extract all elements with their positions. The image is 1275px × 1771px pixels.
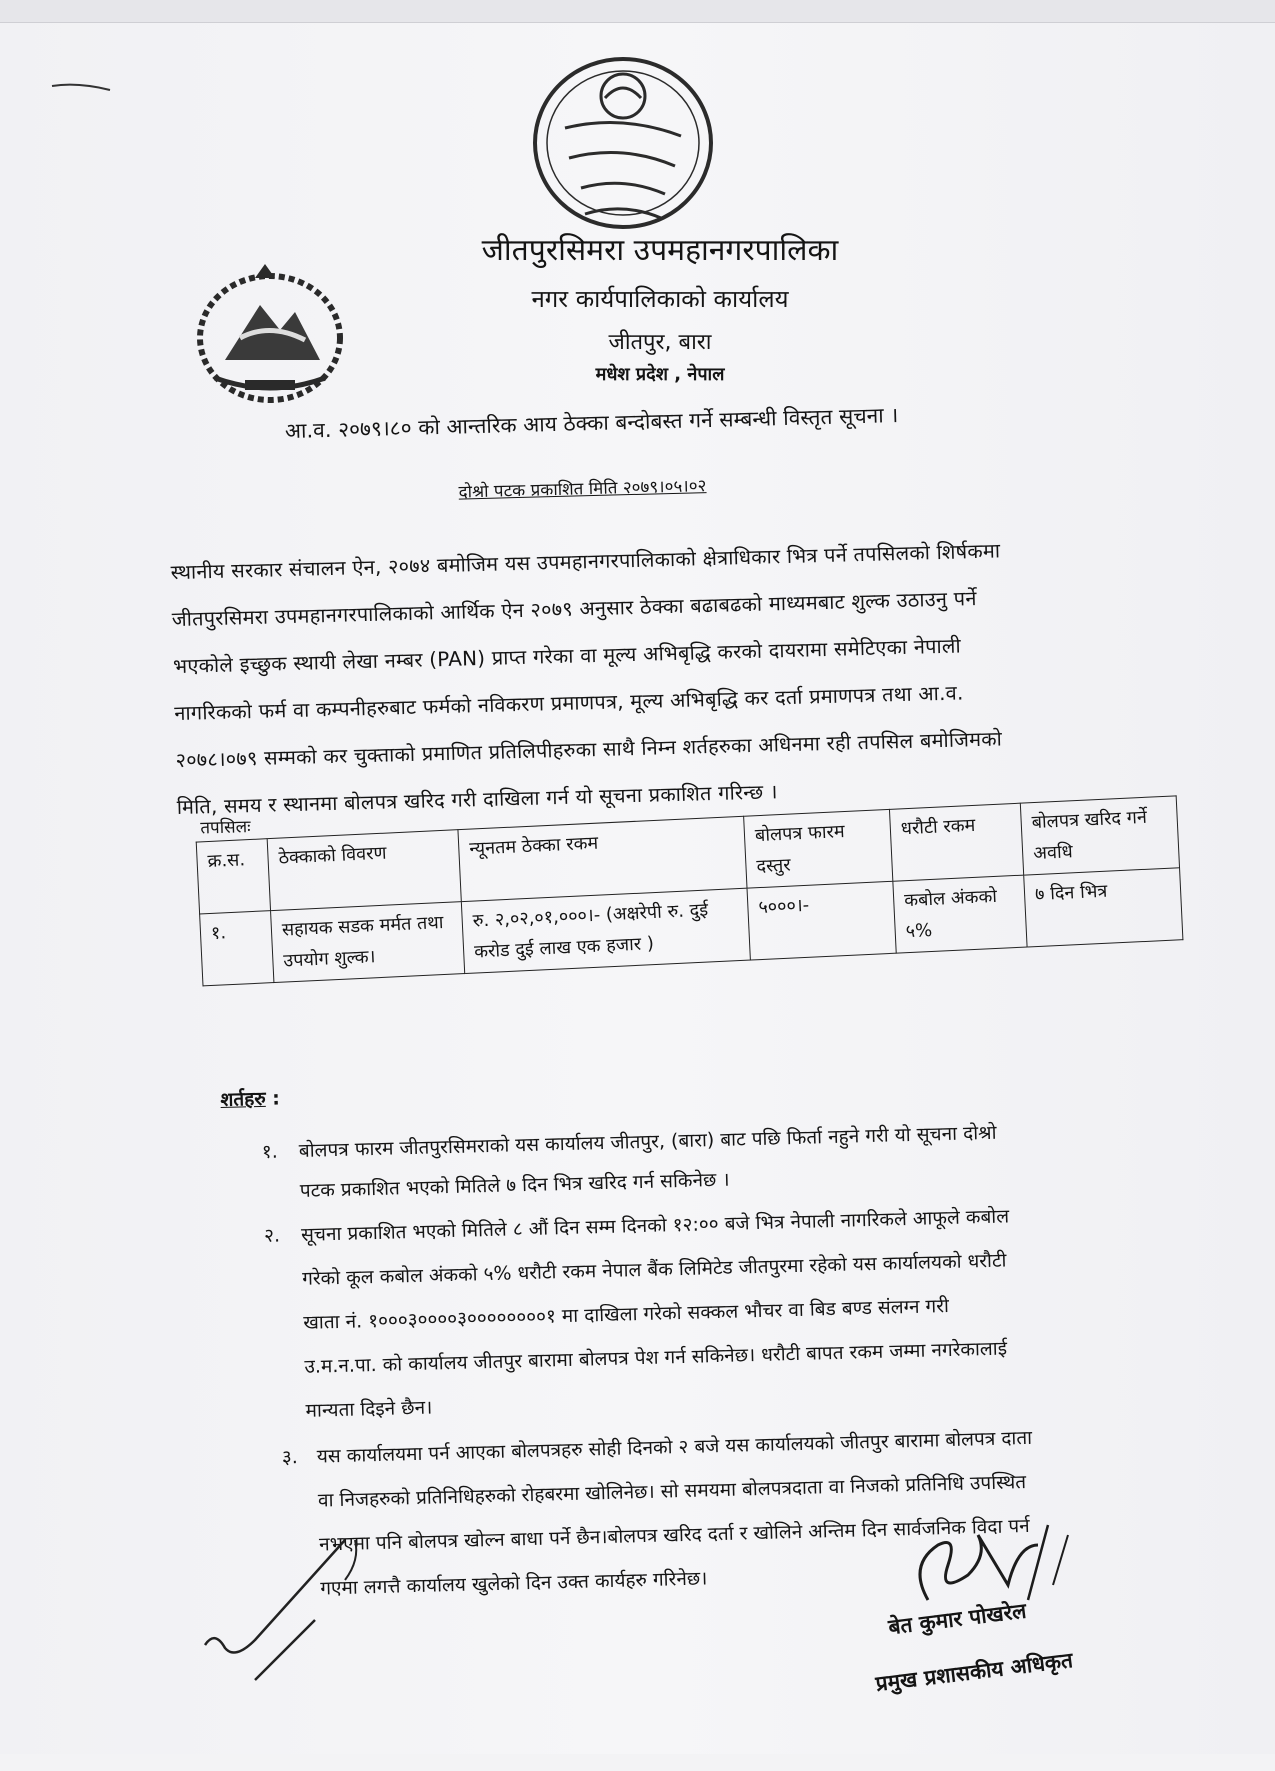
col-sn: क्र.स. (196, 839, 270, 914)
condition-1-line-1: बोलपत्र फारम जीतपुरसिमराको यस कार्यालय जीतपुर, (बारा) बाट पछि फिर्ता नहुने गरी यो सूचना दोश्रो (298, 1121, 997, 1162)
cell-deposit: कबोल अंकको ५% (893, 875, 1027, 953)
intro-line-2: जीतपुरसिमरा उपमहानगरपालिकाको आर्थिक ऐन २०७९ अनुसार ठेक्का बढाबढको माध्यमबाट शुल्क उठाउनु पर्ने (171, 586, 977, 632)
cell-form-fee: ५०००।- (747, 881, 896, 960)
condition-3-line-2: वा निजहरुको प्रतिनिधिहरुको रोहबरमा खोलिनेछ। सो समयमा बोलपत्रदाता वा निजको प्रतिनिधि उपस्थित (317, 1471, 1027, 1512)
condition-number-3: ३. (281, 1446, 299, 1469)
condition-1-line-2: पटक प्रकाशित भएको मितिले ७ दिन भित्र खरिद गर्न सकिनेछ । (299, 1168, 730, 1202)
handwritten-scribble (195, 1520, 365, 1690)
col-deposit: धरौटी रकम (889, 803, 1023, 881)
col-purchase-period: बोलपत्र खरिद गर्ने अवधि (1020, 796, 1179, 875)
signatory-name: बेत कुमार पोखरेल (887, 1598, 1028, 1640)
notice-subject: आ.व. २०७९।८० को आन्तरिक आय ठेक्का बन्दोबस्त गर्ने सम्बन्धी विस्तृत सूचना । (284, 403, 899, 444)
intro-line-1: स्थानीय सरकार संचालन ऐन, २०७४ बमोजिम यस उपमहानगरपालिकाको क्षेत्राधिकार भित्र पर्ने तपसिलको शिर्षकमा (170, 538, 1001, 585)
cell-contract: सहायक सडक मर्मत तथा उपयोग शुल्क। (271, 902, 465, 983)
condition-2-line-4: उ.म.न.पा. को कार्यालय जीतपुर बारामा बोलपत्र पेश गर्न सकिनेछ। धरौटी बापत रकम जम्मा नगरेकालाई (304, 1337, 1008, 1378)
cell-purchase-period: ७ दिन भित्र (1024, 868, 1183, 947)
schedule-label: तपसिलः (200, 817, 251, 839)
condition-3-line-1: यस कार्यालयमा पर्न आएका बोलपत्रहरु सोही दिनको २ बजे यस कार्यालयको जीतपुर बारामा बोलपत्र दाता (316, 1426, 1033, 1468)
province-country: मधेश प्रदेश , नेपाल (595, 364, 725, 385)
condition-2-line-2: गरेको कूल कबोल अंकको ५% धरौटी रकम नेपाल बैंक लिमिटेड जीतपुरमा रहेको यस कार्यालयको धरौटी (301, 1249, 1007, 1290)
conditions-heading: शर्तहरु : (220, 1087, 281, 1112)
office-name: नगर कार्यपालिकाको कार्यालय (531, 285, 789, 313)
col-form-fee: बोलपत्र फारम दस्तुर (744, 809, 893, 888)
col-contract: ठेक्काको विवरण (267, 830, 461, 911)
col-min-amount: न्यूनतम ठेक्का रकम (458, 816, 747, 902)
condition-number-2: २. (263, 1224, 281, 1247)
intro-line-3: भएकोले इच्छुक स्थायी लेखा नम्बर (PAN) प्राप्त गरेका वा मूल्य अभिबृद्धि करको दायरामा समेटिएका नेपाली (172, 633, 962, 679)
condition-2-line-3: खाता नं. १०००३००००३००००००००१ मा दाखिला गरेको सक्कल भौचर वा बिड बण्ड संलग्न गरी (303, 1295, 950, 1334)
intro-line-5: २०७८।०७९ सम्मको कर चुक्ताको प्रमाणित प्रतिलिपीहरुका साथै निम्न शर्तहरुका अधिनमा रही तपसिल बमोजिमको (175, 726, 1003, 773)
intro-line-6: मिति, समय र स्थानमा बोलपत्र खरिद गरी दाखिला गर्न यो सूचना प्रकाशित गरिन्छ । (176, 779, 778, 820)
intro-line-4: नागरिकको फर्म वा कम्पनीहरुबाट फर्मको नविकरण प्रमाणपत्र, मूल्य अभिबृद्धि कर दर्ता प्रमाणपत्र तथा आ.व. (174, 680, 964, 726)
condition-3-line-4: गएमा लगत्तै कार्यालय खुलेको दिन उक्त कार्यहरु गरिनेछ। (320, 1567, 708, 1600)
cell-sn: १. (200, 911, 274, 986)
condition-3-line-3: नभएमा पनि बोलपत्र खोल्न बाधा पर्ने छैन।बोलपत्र खरिद दर्ता र खोलिने अन्तिम दिन सार्वजनिक विदा पर्न (318, 1514, 1030, 1556)
cell-min-amount: रु. २,०२,०१,०००।- (अक्षरेपी रु. दुई करोड दुई लाख एक हजार ) (461, 888, 750, 974)
condition-2-line-5: मान्यता दिइने छैन। (305, 1396, 433, 1422)
publication-date: दोश्रो पटक प्रकाशित मिति २०७९।०५।०२ (458, 476, 707, 503)
condition-number-1: १. (261, 1140, 279, 1163)
municipality-name: जीतपुरसिमरा उपमहानगरपालिका (481, 233, 839, 268)
office-location: जीतपुर, बारा (608, 330, 712, 355)
condition-2-line-1: सूचना प्रकाशित भएको मितिले ८ औं दिन सम्म दिनको १२:०० बजे भित्र नेपाली नागरिकले आफूले कबोल (300, 1205, 1010, 1246)
tender-table (196, 795, 1184, 986)
signatory-designation: प्रमुख प्रशासकीय अधिकृत (874, 1647, 1075, 1697)
